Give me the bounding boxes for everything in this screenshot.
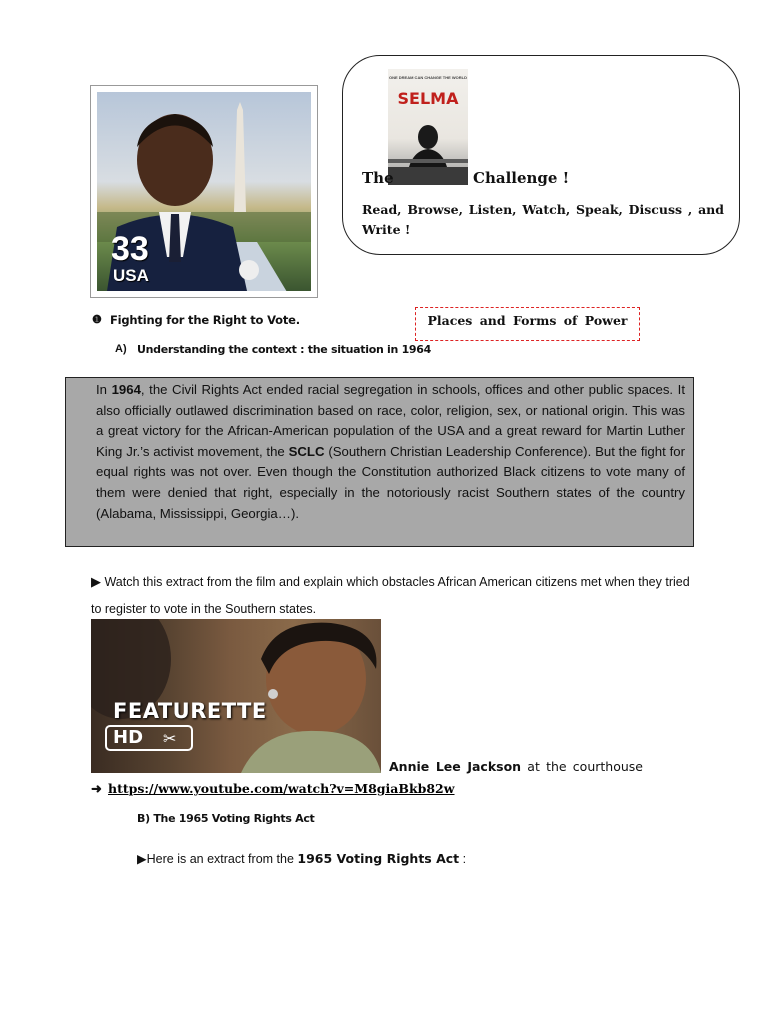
challenge-subtitle: Read, Browse, Listen, Watch, Speak, Discuss , and bbox=[362, 202, 724, 217]
voting-rights-act: 1965 Voting Rights Act bbox=[297, 851, 460, 866]
stamp-value: 33 bbox=[111, 230, 149, 268]
subsection-a-letter: A) bbox=[115, 343, 127, 355]
stamp-country: USA bbox=[113, 266, 149, 285]
youtube-link[interactable]: https://www.youtube.com/watch?v=M8giaBkb82w bbox=[108, 781, 455, 796]
subsection-b-title: B) The 1965 Voting Rights Act bbox=[137, 812, 315, 825]
selma-poster-image bbox=[388, 69, 468, 185]
hd-badge: HD ✂ bbox=[105, 725, 193, 751]
watch-instruction: ▶ Watch this extract from the film and explain which obstacles African American citizens met when they tried to register to vote in the Southern states. bbox=[91, 574, 690, 616]
triangle-marker-icon: ▶ bbox=[91, 574, 101, 589]
extract-instruction: ▶Here is an extract from the 1965 Voting Rights Act : bbox=[137, 851, 467, 866]
section-title: Fighting for the Right to Vote. bbox=[110, 313, 300, 327]
scissors-icon: ✂ bbox=[163, 729, 177, 748]
stamp-illustration bbox=[97, 92, 311, 291]
challenge-subtitle-2: Write ! bbox=[362, 222, 411, 237]
challenge-word: Challenge ! bbox=[473, 169, 570, 187]
mlk-stamp-image bbox=[90, 85, 318, 298]
featurette-caption: Annie Lee Jackson at the courthouse bbox=[389, 759, 643, 774]
featurette-label: FEATURETTE bbox=[113, 699, 267, 723]
section-number: ❶ bbox=[92, 314, 102, 326]
arrow-icon: ➜ bbox=[91, 781, 102, 796]
poster-title: SELMA bbox=[397, 89, 459, 108]
featurette-video-thumbnail[interactable] bbox=[91, 619, 381, 773]
subsection-a-title: Understanding the context : the situation in 1964 bbox=[137, 343, 431, 356]
challenge-the: The bbox=[362, 169, 394, 187]
context-paragraph: In 1964, the Civil Rights Act ended racial segregation in schools, offices and other public spaces. It also officially outlawed discrimination based on race, color, religion, sex, or national origin. This was a great victory for the African-American population of the USA and a great reward for Martin Luther King Jr.’s activist movement, the SCLC (Southern Christian Leadership Conference). But the fight for equal rights was not over. Even though the Constitution authorized Black citizens to vote many of them were denied that right, especially in the notoriously racist Southern states of the country (Alabama, Mississippi, Georgia…). bbox=[96, 382, 685, 521]
context-year: 1964 bbox=[111, 382, 141, 397]
context-sclc: SCLC bbox=[288, 443, 325, 459]
caption-name: Annie Lee Jackson bbox=[389, 759, 522, 774]
poster-tagline: ONE DREAM CAN CHANGE THE WORLD bbox=[389, 75, 467, 80]
places-forms-of-power-label: Places and Forms of Power bbox=[415, 307, 640, 341]
triangle-marker-icon: ▶ bbox=[137, 852, 147, 866]
context-box bbox=[65, 377, 694, 547]
